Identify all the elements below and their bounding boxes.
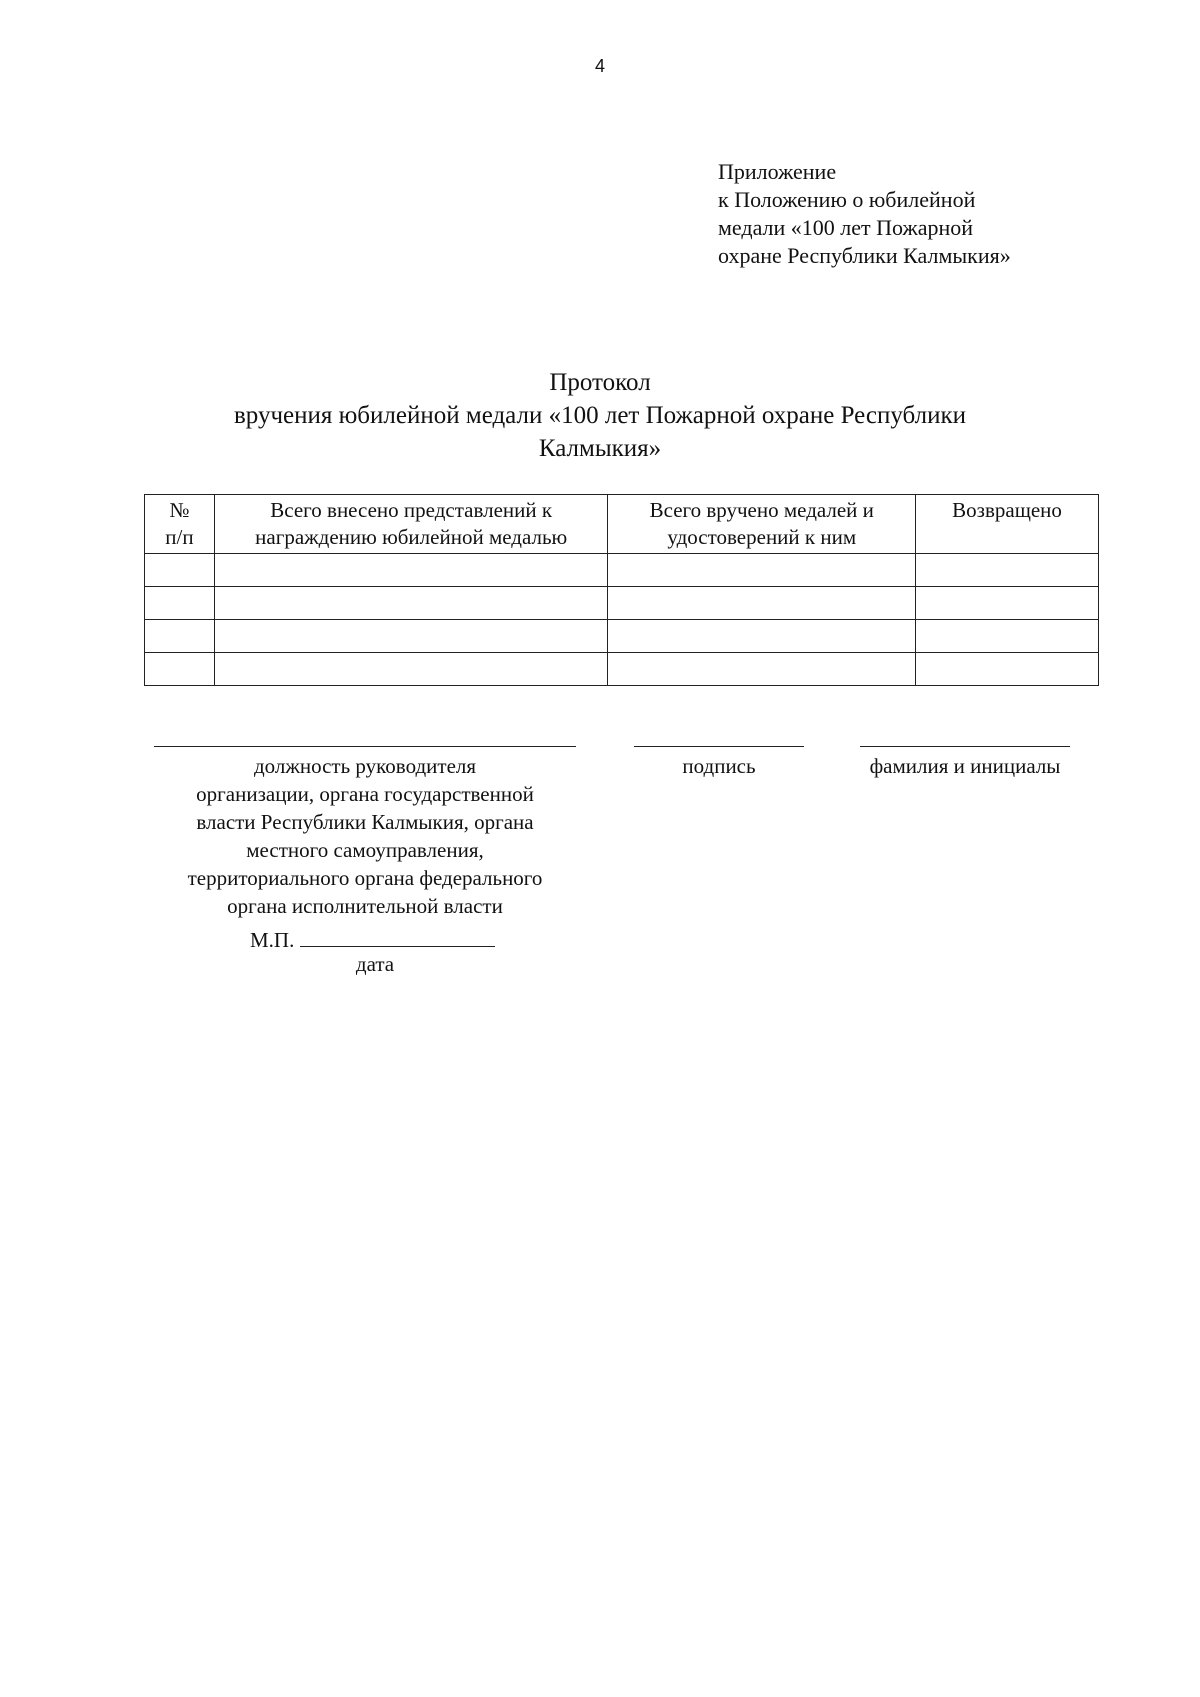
table-cell[interactable] (145, 653, 215, 686)
table-cell[interactable] (608, 554, 916, 587)
table-cell[interactable] (145, 554, 215, 587)
header-returned (916, 495, 1099, 554)
table-cell[interactable] (145, 587, 215, 620)
appendix-line: охране Республики Калмыкия» (718, 243, 1011, 268)
position-line: местного самоуправления, (246, 838, 484, 862)
header-text: № (169, 498, 190, 522)
stamp-label: М.П. (250, 928, 295, 952)
header-text: Возвращено (952, 498, 1062, 522)
name-caption: фамилия и инициалы (869, 754, 1061, 778)
table-cell[interactable] (608, 587, 916, 620)
appendix-line: медали «100 лет Пожарной (718, 215, 974, 240)
date-underline (300, 946, 495, 947)
table-cell[interactable] (608, 620, 916, 653)
appendix-line: Приложение (718, 159, 837, 184)
header-text: п/п (165, 525, 194, 549)
position-line: организации, органа государственной (196, 782, 534, 806)
table-cell[interactable] (145, 620, 215, 653)
table-cell[interactable] (608, 653, 916, 686)
signature-caption: подпись (682, 754, 756, 778)
table-header-row (145, 495, 1099, 554)
name-signature-line (860, 746, 1070, 747)
table-cell[interactable] (214, 554, 608, 587)
table-row (145, 587, 1099, 620)
header-text: Всего внесено представлений к (270, 498, 553, 522)
position-line: власти Республики Калмыкия, органа (196, 810, 534, 834)
table-cell[interactable] (916, 554, 1099, 587)
table-cell[interactable] (916, 620, 1099, 653)
table-row (145, 554, 1099, 587)
header-text: удостоверений к ним (667, 525, 857, 549)
date-caption: дата (355, 952, 395, 976)
header-text: награждению юбилейной медалью (255, 525, 568, 549)
signature-line (634, 746, 804, 747)
table-cell[interactable] (214, 587, 608, 620)
table-row (145, 620, 1099, 653)
table-cell[interactable] (916, 587, 1099, 620)
position-signature-line (154, 746, 576, 747)
appendix-line: к Положению о юбилейной (718, 187, 976, 212)
position-line: должность руководителя (253, 754, 477, 778)
position-line: территориального органа федерального (187, 866, 543, 890)
title-line: Калмыкия» (538, 435, 662, 462)
position-line: органа исполнительной власти (227, 894, 503, 918)
table-cell[interactable] (916, 653, 1099, 686)
title-heading: Протокол (549, 369, 651, 396)
appendix-note (718, 158, 1118, 270)
title-line: вручения юбилейной медали «100 лет Пожарной охране Республики (233, 402, 967, 429)
header-awarded (608, 495, 916, 554)
protocol-table (144, 494, 1099, 686)
table-cell[interactable] (214, 653, 608, 686)
table-row (145, 653, 1099, 686)
header-submitted (214, 495, 608, 554)
table-cell[interactable] (214, 620, 608, 653)
document-title (0, 366, 1200, 465)
header-text: Всего вручено медалей и (649, 498, 874, 522)
header-number (145, 495, 215, 554)
page-number: 4 (594, 56, 605, 76)
position-caption (150, 752, 580, 920)
